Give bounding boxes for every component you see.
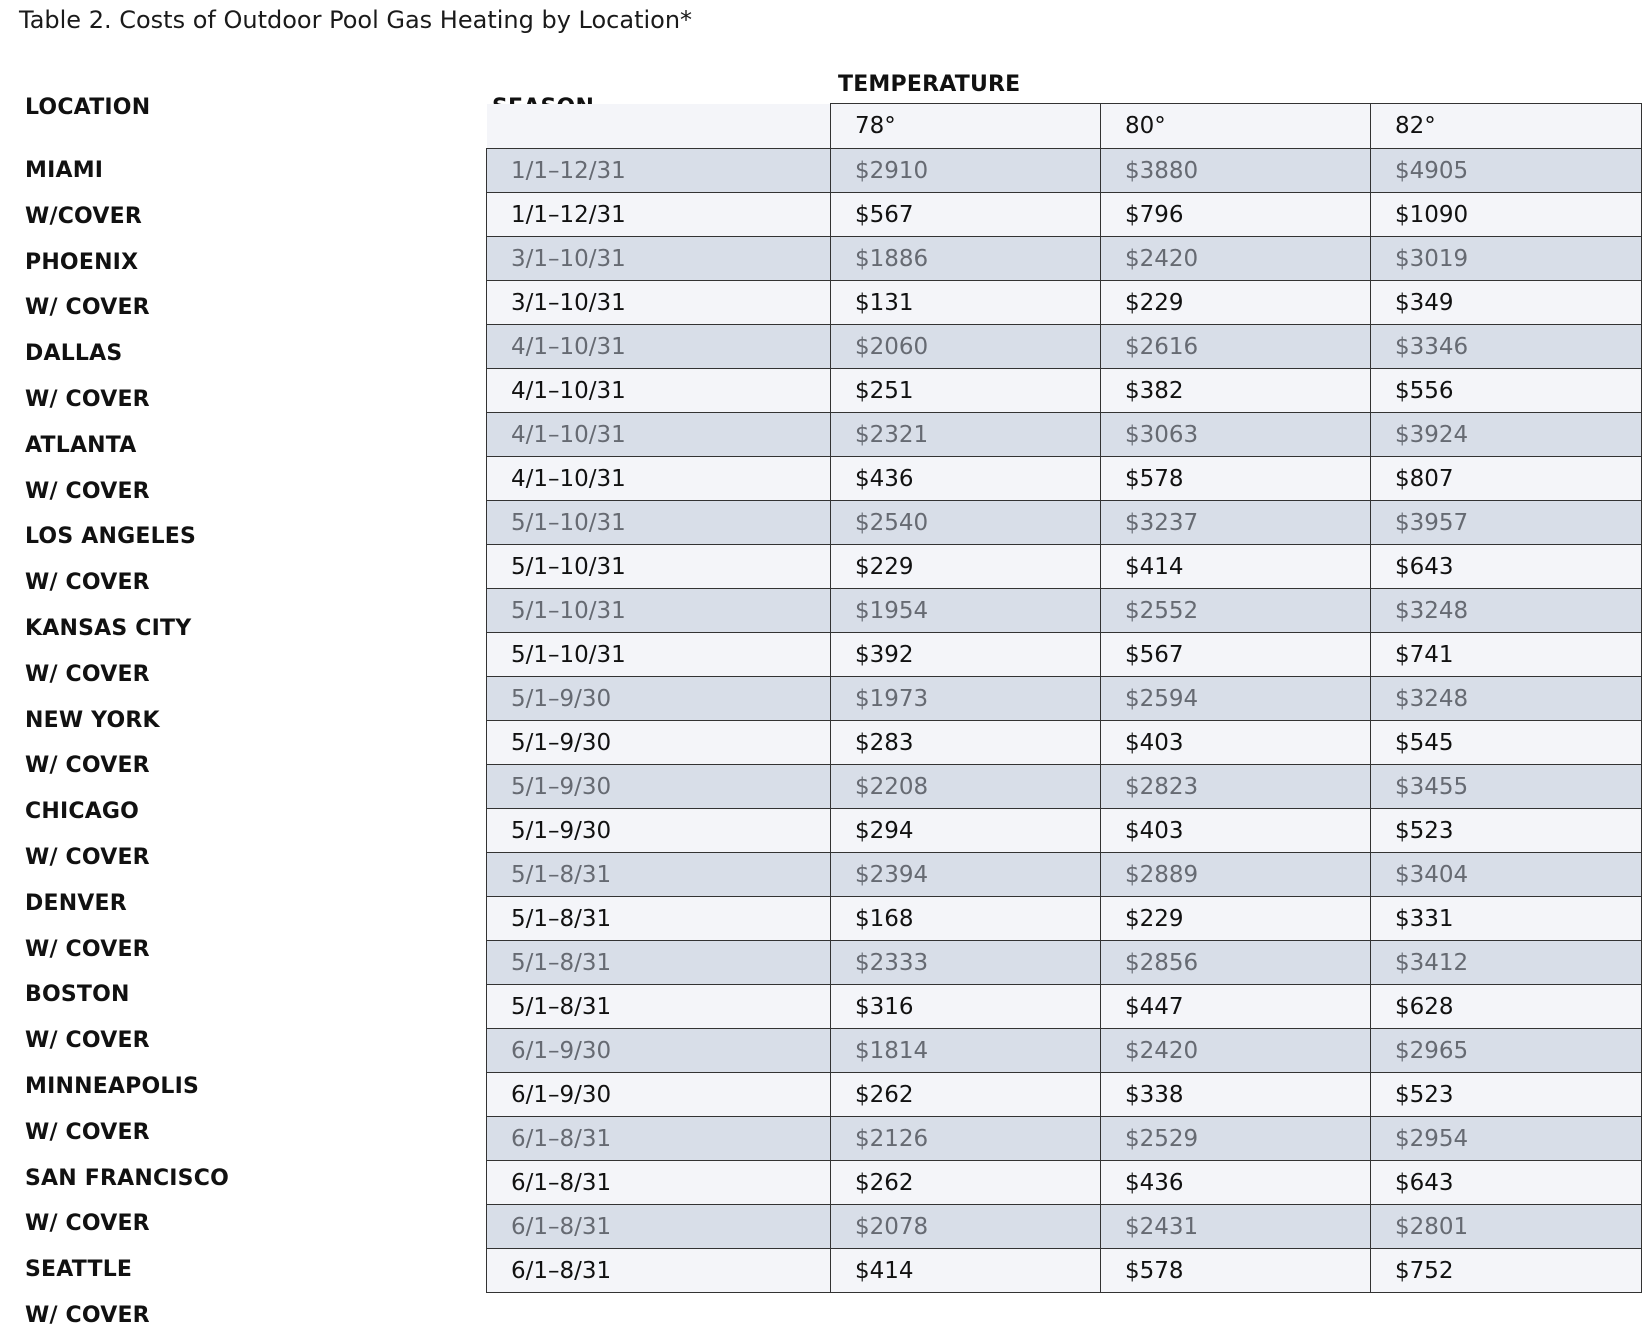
location-label: W/ COVER <box>25 1028 150 1054</box>
season-cell: 4/1–10/31 <box>487 413 831 457</box>
cost-78-cell: $1886 <box>831 237 1101 281</box>
cost-82-cell: $3957 <box>1371 501 1642 545</box>
location-header: LOCATION <box>25 95 151 120</box>
cost-80-cell: $436 <box>1101 1161 1371 1205</box>
cost-80-cell: $229 <box>1101 281 1371 325</box>
cost-78-cell: $2126 <box>831 1117 1101 1161</box>
season-cell: 3/1–10/31 <box>487 281 831 325</box>
cost-82-cell: $3248 <box>1371 589 1642 633</box>
cost-78-cell: $168 <box>831 897 1101 941</box>
table-row <box>487 369 1642 413</box>
cost-82-cell: $349 <box>1371 281 1642 325</box>
location-label: W/ COVER <box>25 844 150 870</box>
location-label: KANSAS CITY <box>25 615 192 641</box>
cost-78-cell: $1954 <box>831 589 1101 633</box>
season-cell: 6/1–9/30 <box>487 1073 831 1117</box>
season-cell: 5/1–8/31 <box>487 897 831 941</box>
season-cell: 4/1–10/31 <box>487 325 831 369</box>
cost-80-cell: $2823 <box>1101 765 1371 809</box>
season-cell: 6/1–8/31 <box>487 1161 831 1205</box>
cost-80-cell: $414 <box>1101 545 1371 589</box>
table-row <box>487 193 1642 237</box>
cost-80-cell: $578 <box>1101 1249 1371 1293</box>
table-row <box>487 237 1642 281</box>
cost-80-cell: $796 <box>1101 193 1371 237</box>
season-cell: 1/1–12/31 <box>487 149 831 193</box>
cost-82-cell: $556 <box>1371 369 1642 413</box>
location-label: W/ COVER <box>25 386 150 412</box>
temp-78-header: 78° <box>831 104 1101 149</box>
location-label: CHICAGO <box>25 799 140 825</box>
location-label: W/ COVER <box>25 570 150 596</box>
season-cell: 5/1–10/31 <box>487 545 831 589</box>
cost-80-cell: $2420 <box>1101 237 1371 281</box>
cost-78-cell: $2910 <box>831 149 1101 193</box>
table-row <box>487 633 1642 677</box>
location-label: DALLAS <box>25 341 123 367</box>
table-row <box>487 149 1642 193</box>
table-row <box>487 545 1642 589</box>
cost-78-cell: $414 <box>831 1249 1101 1293</box>
season-cell: 4/1–10/31 <box>487 457 831 501</box>
cost-82-cell: $643 <box>1371 545 1642 589</box>
temperature-header-row <box>487 104 1642 149</box>
season-cell: 1/1–12/31 <box>487 193 831 237</box>
table-row <box>487 1073 1642 1117</box>
location-label: MIAMI <box>25 158 104 183</box>
cost-80-cell: $2420 <box>1101 1029 1371 1073</box>
cost-82-cell: $2954 <box>1371 1117 1642 1161</box>
cost-82-cell: $3404 <box>1371 853 1642 897</box>
cost-78-cell: $2333 <box>831 941 1101 985</box>
cost-82-cell: $545 <box>1371 721 1642 765</box>
cost-82-cell: $752 <box>1371 1249 1642 1293</box>
cost-80-cell: $382 <box>1101 369 1371 413</box>
table-row <box>487 325 1642 369</box>
cost-82-cell: $3019 <box>1371 237 1642 281</box>
cost-78-cell: $392 <box>831 633 1101 677</box>
cost-78-cell: $262 <box>831 1161 1101 1205</box>
cost-82-cell: $3412 <box>1371 941 1642 985</box>
cost-78-cell: $262 <box>831 1073 1101 1117</box>
cost-80-cell: $3880 <box>1101 149 1371 193</box>
location-label: ATLANTA <box>25 432 137 458</box>
table-row <box>487 501 1642 545</box>
cost-78-cell: $2394 <box>831 853 1101 897</box>
season-cell: 5/1–9/30 <box>487 765 831 809</box>
location-label: SAN FRANCISCO <box>25 1165 229 1191</box>
cost-82-cell: $3346 <box>1371 325 1642 369</box>
heating-cost-table <box>486 103 1642 1293</box>
season-cell: 5/1–10/31 <box>487 501 831 545</box>
cost-78-cell: $436 <box>831 457 1101 501</box>
cost-82-cell: $2965 <box>1371 1029 1642 1073</box>
season-cell: 3/1–10/31 <box>487 237 831 281</box>
cost-82-cell: $643 <box>1371 1161 1642 1205</box>
cost-82-cell: $807 <box>1371 457 1642 501</box>
cost-78-cell: $131 <box>831 281 1101 325</box>
season-cell: 5/1–9/30 <box>487 809 831 853</box>
table-row <box>487 1205 1642 1249</box>
location-label: SEATTLE <box>25 1257 133 1283</box>
table-caption: Table 2. Costs of Outdoor Pool Gas Heating by Location* <box>19 6 693 34</box>
table-row <box>487 1249 1642 1293</box>
cost-78-cell: $1973 <box>831 677 1101 721</box>
season-cell: 6/1–8/31 <box>487 1249 831 1293</box>
cost-80-cell: $3063 <box>1101 413 1371 457</box>
season-cell: 5/1–9/30 <box>487 721 831 765</box>
cost-78-cell: $567 <box>831 193 1101 237</box>
temperature-header: TEMPERATURE <box>838 72 1021 97</box>
cost-80-cell: $2529 <box>1101 1117 1371 1161</box>
cost-80-cell: $578 <box>1101 457 1371 501</box>
cost-80-cell: $2431 <box>1101 1205 1371 1249</box>
cost-80-cell: $3237 <box>1101 501 1371 545</box>
location-label: W/ COVER <box>25 1211 150 1237</box>
cost-78-cell: $229 <box>831 545 1101 589</box>
temp-80-header: 80° <box>1101 104 1371 149</box>
table-row <box>487 589 1642 633</box>
cost-80-cell: $2856 <box>1101 941 1371 985</box>
temp-82-header: 82° <box>1371 104 1642 149</box>
location-label: W/ COVER <box>25 478 150 504</box>
cost-80-cell: $447 <box>1101 985 1371 1029</box>
cost-82-cell: $523 <box>1371 1073 1642 1117</box>
season-cell: 6/1–8/31 <box>487 1117 831 1161</box>
table-row <box>487 985 1642 1029</box>
cost-82-cell: $4905 <box>1371 149 1642 193</box>
cost-78-cell: $2060 <box>831 325 1101 369</box>
location-column <box>25 148 229 1339</box>
location-label: NEW YORK <box>25 707 160 733</box>
blank-header-cell <box>487 104 831 149</box>
location-label: W/COVER <box>25 203 142 229</box>
table-row <box>487 457 1642 501</box>
table-row <box>487 1117 1642 1161</box>
cost-78-cell: $283 <box>831 721 1101 765</box>
table-row <box>487 721 1642 765</box>
season-cell: 5/1–10/31 <box>487 633 831 677</box>
cost-80-cell: $2616 <box>1101 325 1371 369</box>
cost-80-cell: $338 <box>1101 1073 1371 1117</box>
location-label: LOS ANGELES <box>25 524 197 550</box>
cost-78-cell: $316 <box>831 985 1101 1029</box>
season-cell: 6/1–9/30 <box>487 1029 831 1073</box>
table-row <box>487 853 1642 897</box>
cost-78-cell: $294 <box>831 809 1101 853</box>
cost-80-cell: $403 <box>1101 721 1371 765</box>
table-row <box>487 281 1642 325</box>
location-label: BOSTON <box>25 982 130 1008</box>
cost-82-cell: $1090 <box>1371 193 1642 237</box>
cost-82-cell: $331 <box>1371 897 1642 941</box>
season-cell: 5/1–8/31 <box>487 941 831 985</box>
cost-80-cell: $229 <box>1101 897 1371 941</box>
location-label: W/ COVER <box>25 936 150 962</box>
location-label: W/ COVER <box>25 1302 150 1328</box>
season-cell: 5/1–8/31 <box>487 853 831 897</box>
cost-78-cell: $2078 <box>831 1205 1101 1249</box>
cost-78-cell: $2208 <box>831 765 1101 809</box>
table-row <box>487 765 1642 809</box>
season-cell: 5/1–9/30 <box>487 677 831 721</box>
season-cell: 4/1–10/31 <box>487 369 831 413</box>
cost-82-cell: $3248 <box>1371 677 1642 721</box>
table-row <box>487 809 1642 853</box>
table-row <box>487 941 1642 985</box>
location-label: PHOENIX <box>25 249 139 275</box>
cost-80-cell: $403 <box>1101 809 1371 853</box>
location-label: W/ COVER <box>25 1119 150 1145</box>
cost-82-cell: $3924 <box>1371 413 1642 457</box>
location-label: W/ COVER <box>25 753 150 779</box>
table-row <box>487 1029 1642 1073</box>
cost-78-cell: $2321 <box>831 413 1101 457</box>
cost-78-cell: $1814 <box>831 1029 1101 1073</box>
season-cell: 5/1–8/31 <box>487 985 831 1029</box>
cost-82-cell: $523 <box>1371 809 1642 853</box>
location-label: W/ COVER <box>25 661 150 687</box>
cost-78-cell: $251 <box>831 369 1101 413</box>
cost-82-cell: $628 <box>1371 985 1642 1029</box>
table-row <box>487 677 1642 721</box>
location-label: W/ COVER <box>25 295 150 321</box>
cost-80-cell: $567 <box>1101 633 1371 677</box>
cost-80-cell: $2552 <box>1101 589 1371 633</box>
season-cell: 5/1–10/31 <box>487 589 831 633</box>
table-row <box>487 1161 1642 1205</box>
location-label: DENVER <box>25 890 127 916</box>
season-cell: 6/1–8/31 <box>487 1205 831 1249</box>
table-row <box>487 897 1642 941</box>
cost-80-cell: $2594 <box>1101 677 1371 721</box>
cost-80-cell: $2889 <box>1101 853 1371 897</box>
cost-82-cell: $3455 <box>1371 765 1642 809</box>
cost-78-cell: $2540 <box>831 501 1101 545</box>
cost-82-cell: $741 <box>1371 633 1642 677</box>
location-label: MINNEAPOLIS <box>25 1073 200 1099</box>
table-row <box>487 413 1642 457</box>
cost-82-cell: $2801 <box>1371 1205 1642 1249</box>
